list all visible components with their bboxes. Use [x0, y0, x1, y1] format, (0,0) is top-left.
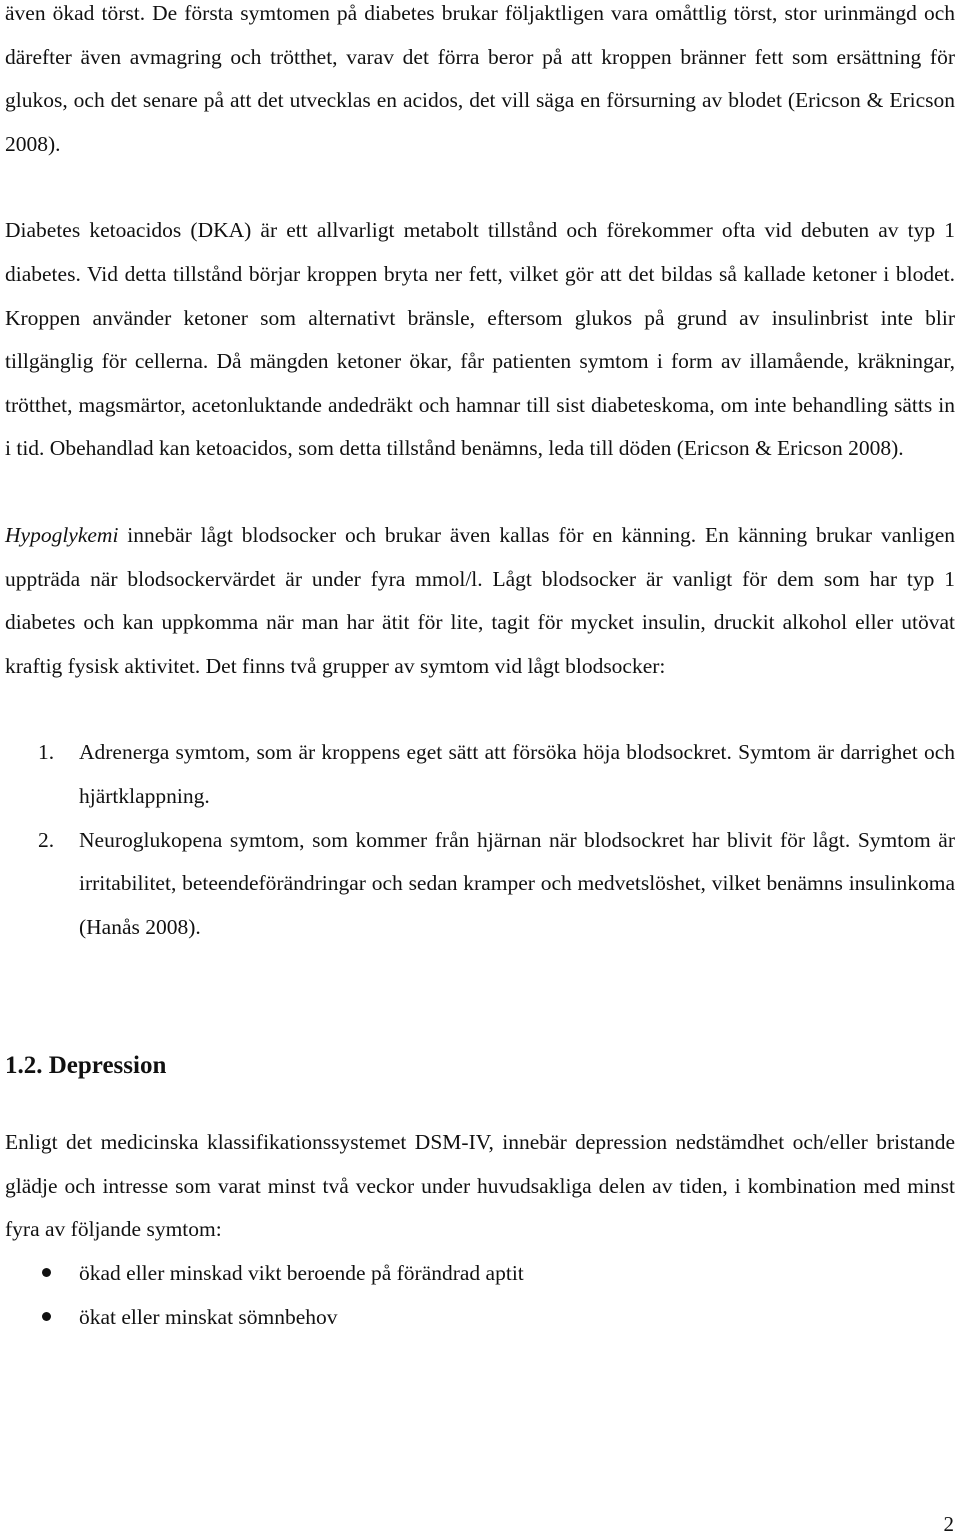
paragraph-depression-definition: Enligt det medicinska klassifikationssystemet DSM-IV, innebär depression nedstämdhet och/eller bristande glädje och intresse som varat minst två veckor under huvudsakliga delen av tiden, i kombination med minst fyra av följande symtom: [5, 1130, 955, 1242]
paragraph-spacer [5, 166, 955, 209]
list-item-text: Adrenerga symtom, som är kroppens eget sätt att försöka höja blodsockret. Symtom är darrighet och hjärtklappning. [79, 740, 955, 808]
hypoglycemia-text: innebär lågt blodsocker och brukar även kallas för en känning. En känning brukar vanligen uppträda när blodsockervärdet är under fyra mmol/l. Lågt blodsocker är vanligt för dem som har typ 1 diabetes och kan uppkomma när man har ätit för lite, tagit för mycket insulin, druckit alkohol eller utövat kraftig fysisk aktivitet. Det finns två grupper av symtom vid lågt blodsocker: [5, 522, 955, 678]
list-item-number: 2. [38, 827, 55, 852]
paragraph-ketoacidosis: Diabetes ketoacidos (DKA) är ett allvarligt metabolt tillstånd och förekommer ofta vid debuten av typ 1 diabetes. Vid detta tillstånd börjar kroppen bryta ner fett, vilket gör att det bildas så kallade ketoner i blodet. Kroppen använder ketoner som alternativt bränsle, eftersom glukos på grund av insulinbrist inte blir tillgänglig för cellerna. Då mängden ketoner ökar, får patienten symtom i form av illamående, kräkningar, trötthet, magsmärtor, acetonluktande andedräkt och hamnar till sist diabeteskoma, om inte behandling sätts in i tid. Obehandlad kan ketoacidos, som detta tillstånd benämns, leda till döden (Ericson & Ericson 2008). [5, 218, 955, 461]
paragraph-spacer [5, 688, 955, 731]
list-item-text: ökad eller minskad vikt beroende på förändrad aptit [79, 1261, 524, 1286]
hypoglycemia-term: Hypoglykemi [5, 522, 119, 547]
section-spacer [5, 1087, 955, 1121]
paragraph-spacer [5, 471, 955, 514]
paragraph-hypoglycemia [5, 514, 955, 688]
symptom-groups-list [5, 731, 955, 949]
list-item [5, 819, 955, 950]
page-number: 2 [943, 1512, 954, 1536]
bullet-icon [42, 1268, 51, 1277]
list-item-text: Neuroglukopena symtom, som kommer från hjärnan när blodsockret har blivit för lågt. Symtom är irritabilitet, beteendeförändringar och sedan kramper och medvetslöshet, vilket benämns insulinkoma (Hanås 2008). [79, 827, 955, 939]
list-item [5, 1252, 955, 1296]
list-item [5, 731, 955, 818]
section-spacer [5, 949, 955, 1044]
bullet-icon [42, 1312, 51, 1321]
document-page [5, 0, 955, 1339]
list-item [5, 1296, 955, 1340]
depression-symptom-list [5, 1252, 955, 1339]
section-heading: 1.2. Depression [5, 1052, 167, 1080]
paragraph-diabetes-symptoms: även ökad törst. De första symtomen på diabetes brukar följaktligen vara omåttlig törst, stor urinmängd och därefter även avmagring och trötthet, varav det förra beror på att kroppen bränner fett som ersättning för glukos, och det senare på att det utvecklas en acidos, det vill säga en försurning av blodet (Ericson & Ericson 2008). [5, 1, 955, 156]
list-item-number: 1. [38, 740, 55, 765]
list-item-text: ökat eller minskat sömnbehov [79, 1304, 338, 1329]
